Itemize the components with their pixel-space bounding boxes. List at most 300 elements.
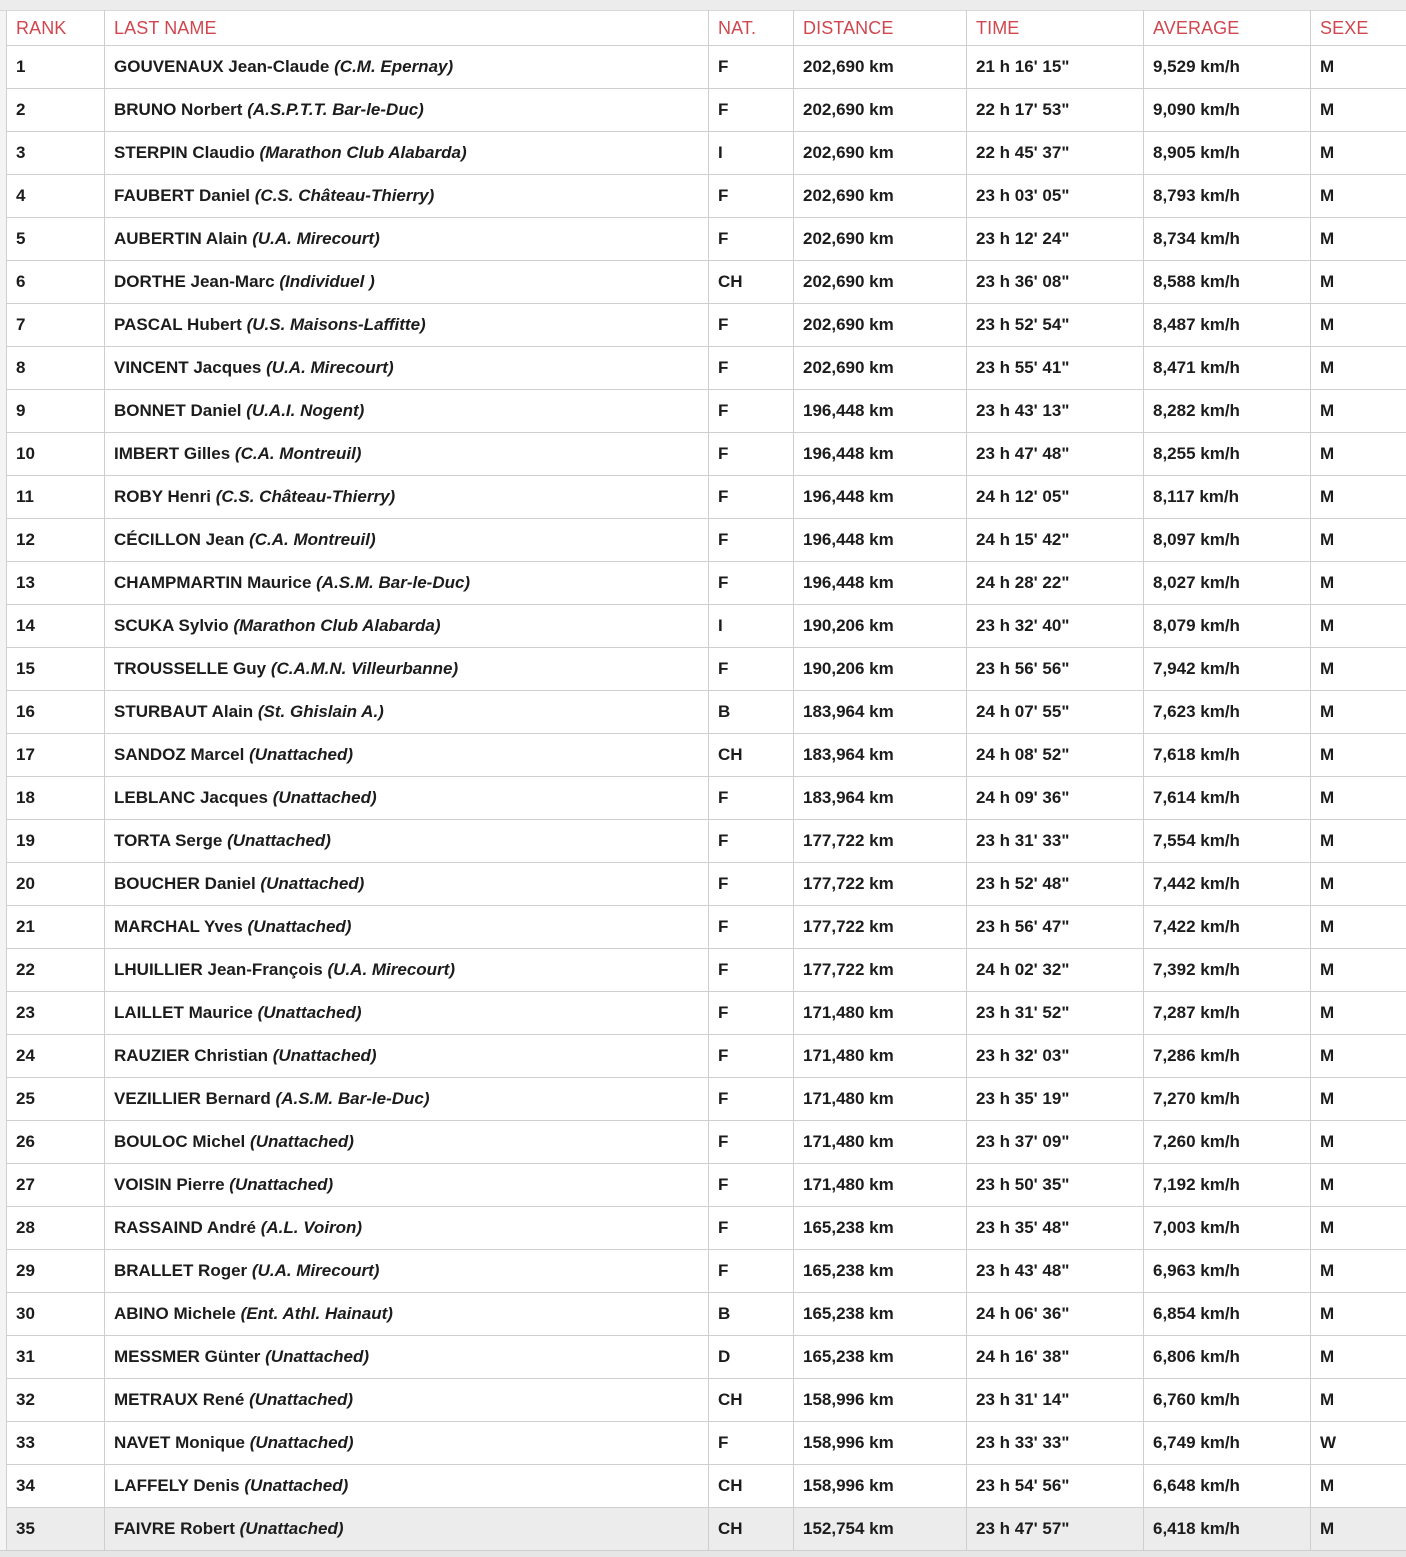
rank-cell: 29 (7, 1250, 105, 1293)
rank-cell: 10 (7, 433, 105, 476)
sexe-cell: M (1311, 1293, 1406, 1336)
sexe-cell: M (1311, 1379, 1406, 1422)
distance-cell: 165,238 km (794, 1293, 967, 1336)
table-row (7, 46, 1406, 89)
average-cell: 7,192 km/h (1144, 1164, 1311, 1207)
athlete-name: BOULOC Michel (114, 1132, 245, 1151)
col-header-distance[interactable]: DISTANCE (794, 11, 967, 46)
athlete-name: LAILLET Maurice (114, 1003, 253, 1022)
athlete-name: FAIVRE Robert (114, 1519, 235, 1538)
average-cell: 8,471 km/h (1144, 347, 1311, 390)
average-cell: 7,270 km/h (1144, 1078, 1311, 1121)
average-cell: 8,487 km/h (1144, 304, 1311, 347)
time-cell: 22 h 45' 37" (967, 132, 1144, 175)
time-cell: 24 h 28' 22" (967, 562, 1144, 605)
time-cell: 23 h 31' 33" (967, 820, 1144, 863)
average-cell: 8,117 km/h (1144, 476, 1311, 519)
distance-cell: 171,480 km (794, 1078, 967, 1121)
club-name: (Unattached) (273, 1046, 377, 1065)
name-cell (105, 1508, 709, 1551)
club-name: (A.S.P.T.T. Bar-le-Duc) (247, 100, 424, 119)
sexe-cell: M (1311, 691, 1406, 734)
table-row (7, 1336, 1406, 1379)
average-cell: 7,614 km/h (1144, 777, 1311, 820)
header-row (7, 11, 1406, 46)
sexe-cell: W (1311, 1422, 1406, 1465)
name-cell (105, 46, 709, 89)
table-row (7, 390, 1406, 433)
rank-cell: 27 (7, 1164, 105, 1207)
name-cell (105, 1035, 709, 1078)
sexe-cell: M (1311, 132, 1406, 175)
table-row (7, 175, 1406, 218)
athlete-name: STURBAUT Alain (114, 702, 253, 721)
club-name: (C.A.M.N. Villeurbanne) (271, 659, 458, 678)
nat-cell: F (709, 218, 794, 261)
athlete-name: BOUCHER Daniel (114, 874, 256, 893)
name-cell (105, 949, 709, 992)
average-cell: 7,003 km/h (1144, 1207, 1311, 1250)
table-row (7, 132, 1406, 175)
time-cell: 24 h 16' 38" (967, 1336, 1144, 1379)
rank-cell: 35 (7, 1508, 105, 1551)
name-cell (105, 433, 709, 476)
sexe-cell: M (1311, 304, 1406, 347)
distance-cell: 202,690 km (794, 46, 967, 89)
average-cell: 7,623 km/h (1144, 691, 1311, 734)
name-cell (105, 777, 709, 820)
table-row (7, 863, 1406, 906)
table-row (7, 777, 1406, 820)
nat-cell: F (709, 1121, 794, 1164)
club-name: (A.S.M. Bar-le-Duc) (316, 573, 470, 592)
athlete-name: PASCAL Hubert (114, 315, 242, 334)
athlete-name: CÉCILLON Jean (114, 530, 244, 549)
table-row (7, 562, 1406, 605)
rank-cell: 3 (7, 132, 105, 175)
club-name: (Unattached) (250, 1132, 354, 1151)
athlete-name: MESSMER Günter (114, 1347, 260, 1366)
rank-cell: 34 (7, 1465, 105, 1508)
col-header-average[interactable]: AVERAGE (1144, 11, 1311, 46)
sexe-cell: M (1311, 648, 1406, 691)
time-cell: 24 h 06' 36" (967, 1293, 1144, 1336)
average-cell: 6,760 km/h (1144, 1379, 1311, 1422)
sexe-cell: M (1311, 734, 1406, 777)
nat-cell: F (709, 175, 794, 218)
name-cell (105, 1465, 709, 1508)
rank-cell: 31 (7, 1336, 105, 1379)
time-cell: 23 h 36' 08" (967, 261, 1144, 304)
name-cell (105, 992, 709, 1035)
table-row (7, 1207, 1406, 1250)
nat-cell: F (709, 1035, 794, 1078)
rank-cell: 19 (7, 820, 105, 863)
col-header-time[interactable]: TIME (967, 11, 1144, 46)
name-cell (105, 820, 709, 863)
average-cell: 8,282 km/h (1144, 390, 1311, 433)
table-row (7, 906, 1406, 949)
name-cell (105, 519, 709, 562)
club-name: (Unattached) (258, 1003, 362, 1022)
average-cell: 6,854 km/h (1144, 1293, 1311, 1336)
time-cell: 23 h 35' 48" (967, 1207, 1144, 1250)
time-cell: 23 h 35' 19" (967, 1078, 1144, 1121)
sexe-cell: M (1311, 562, 1406, 605)
sexe-cell: M (1311, 175, 1406, 218)
name-cell (105, 562, 709, 605)
sexe-cell: M (1311, 347, 1406, 390)
nat-cell: D (709, 1336, 794, 1379)
club-name: (Unattached) (249, 1390, 353, 1409)
sexe-cell: M (1311, 863, 1406, 906)
average-cell: 7,942 km/h (1144, 648, 1311, 691)
rank-cell: 11 (7, 476, 105, 519)
average-cell: 6,806 km/h (1144, 1336, 1311, 1379)
distance-cell: 190,206 km (794, 605, 967, 648)
rank-cell: 26 (7, 1121, 105, 1164)
distance-cell: 171,480 km (794, 1035, 967, 1078)
nat-cell: F (709, 777, 794, 820)
sexe-cell: M (1311, 476, 1406, 519)
club-name: (C.A. Montreuil) (249, 530, 376, 549)
nat-cell: F (709, 562, 794, 605)
rank-cell: 28 (7, 1207, 105, 1250)
name-cell (105, 476, 709, 519)
time-cell: 23 h 54' 56" (967, 1465, 1144, 1508)
sexe-cell: M (1311, 992, 1406, 1035)
average-cell: 6,648 km/h (1144, 1465, 1311, 1508)
distance-cell: 190,206 km (794, 648, 967, 691)
distance-cell: 177,722 km (794, 906, 967, 949)
club-name: (St. Ghislain A.) (258, 702, 384, 721)
nat-cell: F (709, 1078, 794, 1121)
club-name: (Unattached) (265, 1347, 369, 1366)
nat-cell: F (709, 648, 794, 691)
rank-cell: 32 (7, 1379, 105, 1422)
time-cell: 24 h 02' 32" (967, 949, 1144, 992)
distance-cell: 196,448 km (794, 476, 967, 519)
distance-cell: 196,448 km (794, 562, 967, 605)
results-table (6, 10, 1406, 1551)
table-row (7, 734, 1406, 777)
distance-cell: 171,480 km (794, 1164, 967, 1207)
athlete-name: TROUSSELLE Guy (114, 659, 266, 678)
distance-cell: 202,690 km (794, 89, 967, 132)
table-row (7, 433, 1406, 476)
athlete-name: ROBY Henri (114, 487, 211, 506)
time-cell: 23 h 52' 54" (967, 304, 1144, 347)
name-cell (105, 390, 709, 433)
rank-cell: 25 (7, 1078, 105, 1121)
time-cell: 23 h 43' 13" (967, 390, 1144, 433)
nat-cell: CH (709, 261, 794, 304)
name-cell (105, 261, 709, 304)
table-row (7, 476, 1406, 519)
name-cell (105, 132, 709, 175)
athlete-name: VOISIN Pierre (114, 1175, 225, 1194)
table-row (7, 1379, 1406, 1422)
average-cell: 7,618 km/h (1144, 734, 1311, 777)
athlete-name: ABINO Michele (114, 1304, 236, 1323)
table-row (7, 1164, 1406, 1207)
nat-cell: F (709, 46, 794, 89)
club-name: (A.S.M. Bar-le-Duc) (276, 1089, 430, 1108)
nat-cell: I (709, 132, 794, 175)
average-cell: 7,287 km/h (1144, 992, 1311, 1035)
distance-cell: 202,690 km (794, 261, 967, 304)
average-cell: 7,554 km/h (1144, 820, 1311, 863)
average-cell: 8,079 km/h (1144, 605, 1311, 648)
sexe-cell: M (1311, 906, 1406, 949)
average-cell: 7,286 km/h (1144, 1035, 1311, 1078)
rank-cell: 18 (7, 777, 105, 820)
time-cell: 23 h 55' 41" (967, 347, 1144, 390)
club-name: (U.A. Mirecourt) (252, 229, 380, 248)
name-cell (105, 648, 709, 691)
club-name: (Unattached) (244, 1476, 348, 1495)
results-table-container (6, 10, 1406, 1551)
athlete-name: NAVET Monique (114, 1433, 245, 1452)
athlete-name: GOUVENAUX Jean-Claude (114, 57, 329, 76)
time-cell: 22 h 17' 53" (967, 89, 1144, 132)
nat-cell: F (709, 476, 794, 519)
time-cell: 21 h 16' 15" (967, 46, 1144, 89)
sexe-cell: M (1311, 390, 1406, 433)
table-row (7, 1508, 1406, 1551)
athlete-name: VEZILLIER Bernard (114, 1089, 271, 1108)
results-body (7, 46, 1406, 1551)
table-row (7, 261, 1406, 304)
club-name: (Ent. Athl. Hainaut) (241, 1304, 393, 1323)
nat-cell: F (709, 906, 794, 949)
nat-cell: I (709, 605, 794, 648)
average-cell: 7,442 km/h (1144, 863, 1311, 906)
nat-cell: F (709, 992, 794, 1035)
sexe-cell: M (1311, 46, 1406, 89)
club-name: (Unattached) (248, 917, 352, 936)
time-cell: 23 h 12' 24" (967, 218, 1144, 261)
nat-cell: F (709, 89, 794, 132)
time-cell: 24 h 12' 05" (967, 476, 1144, 519)
time-cell: 23 h 31' 52" (967, 992, 1144, 1035)
average-cell: 6,963 km/h (1144, 1250, 1311, 1293)
table-row (7, 820, 1406, 863)
athlete-name: VINCENT Jacques (114, 358, 261, 377)
nat-cell: B (709, 691, 794, 734)
rank-cell: 21 (7, 906, 105, 949)
table-row (7, 1035, 1406, 1078)
col-header-sexe[interactable]: SEXE (1311, 11, 1406, 46)
average-cell: 9,529 km/h (1144, 46, 1311, 89)
distance-cell: 202,690 km (794, 304, 967, 347)
distance-cell: 196,448 km (794, 433, 967, 476)
col-header-last-name[interactable]: LAST NAME (105, 11, 709, 46)
time-cell: 24 h 09' 36" (967, 777, 1144, 820)
sexe-cell: M (1311, 1508, 1406, 1551)
club-name: (Unattached) (227, 831, 331, 850)
average-cell: 8,588 km/h (1144, 261, 1311, 304)
club-name: (Marathon Club Alabarda) (259, 143, 466, 162)
time-cell: 23 h 32' 03" (967, 1035, 1144, 1078)
distance-cell: 171,480 km (794, 1121, 967, 1164)
average-cell: 8,905 km/h (1144, 132, 1311, 175)
distance-cell: 152,754 km (794, 1508, 967, 1551)
nat-cell: CH (709, 1379, 794, 1422)
athlete-name: LEBLANC Jacques (114, 788, 268, 807)
average-cell: 8,734 km/h (1144, 218, 1311, 261)
name-cell (105, 1422, 709, 1465)
nat-cell: CH (709, 1508, 794, 1551)
rank-cell: 15 (7, 648, 105, 691)
club-name: (U.A. Mirecourt) (328, 960, 456, 979)
sexe-cell: M (1311, 1336, 1406, 1379)
club-name: (C.M. Epernay) (334, 57, 453, 76)
average-cell: 9,090 km/h (1144, 89, 1311, 132)
sexe-cell: M (1311, 777, 1406, 820)
rank-cell: 23 (7, 992, 105, 1035)
athlete-name: RAUZIER Christian (114, 1046, 268, 1065)
club-name: (A.L. Voiron) (261, 1218, 362, 1237)
club-name: (U.A. Mirecourt) (252, 1261, 380, 1280)
sexe-cell: M (1311, 1035, 1406, 1078)
time-cell: 23 h 52' 48" (967, 863, 1144, 906)
name-cell (105, 1207, 709, 1250)
club-name: (C.A. Montreuil) (235, 444, 362, 463)
table-row (7, 304, 1406, 347)
club-name: (Unattached) (229, 1175, 333, 1194)
club-name: (U.A.I. Nogent) (246, 401, 364, 420)
distance-cell: 158,996 km (794, 1422, 967, 1465)
rank-cell: 20 (7, 863, 105, 906)
athlete-name: SCUKA Sylvio (114, 616, 229, 635)
nat-cell: F (709, 1164, 794, 1207)
col-header-nat[interactable]: NAT. (709, 11, 794, 46)
col-header-rank[interactable]: RANK (7, 11, 105, 46)
sexe-cell: M (1311, 1250, 1406, 1293)
name-cell (105, 1379, 709, 1422)
athlete-name: MARCHAL Yves (114, 917, 243, 936)
time-cell: 23 h 37' 09" (967, 1121, 1144, 1164)
athlete-name: RASSAIND André (114, 1218, 256, 1237)
name-cell (105, 1164, 709, 1207)
table-row (7, 605, 1406, 648)
athlete-name: STERPIN Claudio (114, 143, 255, 162)
time-cell: 23 h 56' 47" (967, 906, 1144, 949)
time-cell: 24 h 08' 52" (967, 734, 1144, 777)
club-name: (Unattached) (260, 874, 364, 893)
athlete-name: IMBERT Gilles (114, 444, 230, 463)
nat-cell: B (709, 1293, 794, 1336)
distance-cell: 165,238 km (794, 1207, 967, 1250)
sexe-cell: M (1311, 433, 1406, 476)
nat-cell: F (709, 519, 794, 562)
distance-cell: 177,722 km (794, 863, 967, 906)
distance-cell: 171,480 km (794, 992, 967, 1035)
table-row (7, 1422, 1406, 1465)
name-cell (105, 218, 709, 261)
name-cell (105, 175, 709, 218)
nat-cell: F (709, 949, 794, 992)
table-row (7, 648, 1406, 691)
nat-cell: CH (709, 1465, 794, 1508)
table-row (7, 691, 1406, 734)
distance-cell: 202,690 km (794, 218, 967, 261)
distance-cell: 177,722 km (794, 820, 967, 863)
nat-cell: F (709, 1250, 794, 1293)
sexe-cell: M (1311, 89, 1406, 132)
club-name: (U.A. Mirecourt) (266, 358, 394, 377)
athlete-name: FAUBERT Daniel (114, 186, 250, 205)
name-cell (105, 863, 709, 906)
table-row (7, 218, 1406, 261)
athlete-name: TORTA Serge (114, 831, 222, 850)
rank-cell: 7 (7, 304, 105, 347)
name-cell (105, 1293, 709, 1336)
sexe-cell: M (1311, 261, 1406, 304)
nat-cell: F (709, 1422, 794, 1465)
rank-cell: 22 (7, 949, 105, 992)
rank-cell: 17 (7, 734, 105, 777)
distance-cell: 177,722 km (794, 949, 967, 992)
table-row (7, 1121, 1406, 1164)
club-name: (C.S. Château-Thierry) (216, 487, 395, 506)
name-cell (105, 304, 709, 347)
sexe-cell: M (1311, 1078, 1406, 1121)
table-row (7, 89, 1406, 132)
average-cell: 6,418 km/h (1144, 1508, 1311, 1551)
time-cell: 23 h 31' 14" (967, 1379, 1144, 1422)
athlete-name: LAFFELY Denis (114, 1476, 240, 1495)
nat-cell: CH (709, 734, 794, 777)
time-cell: 24 h 07' 55" (967, 691, 1144, 734)
average-cell: 7,422 km/h (1144, 906, 1311, 949)
rank-cell: 12 (7, 519, 105, 562)
rank-cell: 2 (7, 89, 105, 132)
club-name: (Marathon Club Alabarda) (233, 616, 440, 635)
distance-cell: 165,238 km (794, 1250, 967, 1293)
average-cell: 8,027 km/h (1144, 562, 1311, 605)
nat-cell: F (709, 1207, 794, 1250)
rank-cell: 5 (7, 218, 105, 261)
table-row (7, 1250, 1406, 1293)
average-cell: 7,260 km/h (1144, 1121, 1311, 1164)
average-cell: 8,255 km/h (1144, 433, 1311, 476)
distance-cell: 158,996 km (794, 1379, 967, 1422)
time-cell: 23 h 47' 48" (967, 433, 1144, 476)
club-name: (U.S. Maisons-Laffitte) (247, 315, 426, 334)
rank-cell: 30 (7, 1293, 105, 1336)
sexe-cell: M (1311, 519, 1406, 562)
time-cell: 23 h 56' 56" (967, 648, 1144, 691)
distance-cell: 202,690 km (794, 175, 967, 218)
name-cell (105, 89, 709, 132)
rank-cell: 1 (7, 46, 105, 89)
sexe-cell: M (1311, 605, 1406, 648)
rank-cell: 16 (7, 691, 105, 734)
table-row (7, 992, 1406, 1035)
distance-cell: 158,996 km (794, 1465, 967, 1508)
table-row (7, 949, 1406, 992)
athlete-name: SANDOZ Marcel (114, 745, 244, 764)
sexe-cell: M (1311, 1465, 1406, 1508)
table-row (7, 347, 1406, 390)
time-cell: 23 h 32' 40" (967, 605, 1144, 648)
athlete-name: LHUILLIER Jean-François (114, 960, 323, 979)
club-name: (Individuel ) (279, 272, 374, 291)
nat-cell: F (709, 820, 794, 863)
club-name: (Unattached) (250, 1433, 354, 1452)
